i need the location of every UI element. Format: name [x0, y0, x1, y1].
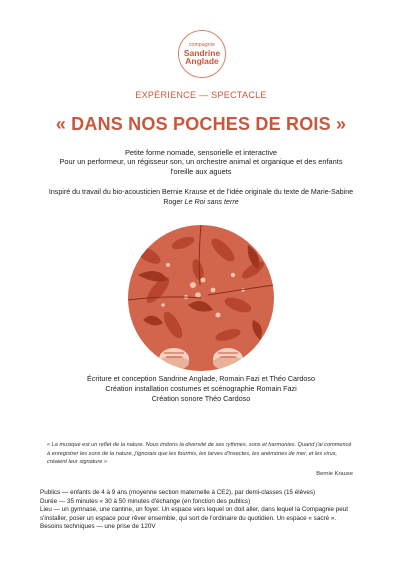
info-line: Lieu — un gymnase, une cantine, un foyer. Un espace vers lequel on doit aller, dans lequel la Compagnie peut s'installer, poser un espace pour rêver ensemble, qui sort de l'ordinaire du quotidien. Un espace « sacré ». — [40, 506, 349, 522]
nature-illustration — [128, 225, 274, 371]
info-line: Durée — 35 minutes « 30 à 50 minutes d'échange (en fonction des publics) — [40, 497, 251, 505]
credits — [40, 374, 362, 405]
quote-author: Bernie Krause — [316, 471, 353, 477]
practical-info — [40, 489, 362, 532]
logo-line-3: Anglade — [185, 56, 219, 66]
logo-line-2: Sandrine — [183, 47, 221, 58]
quote-text: « La musique est un reflet de la nature. Nous imitons la diversité de ses rythmes, sons et harmonies. Quand j'ai commencé à enregistrer les sons de la nature, j'ignorais que les fourmis, les larves d'insectes, les anémones de mer, et les virus, créaient leur signature » — [47, 442, 352, 466]
description-line: Petite forme nomade, sensorielle et interactive — [125, 148, 277, 157]
circular-photo — [128, 225, 274, 371]
description-line: l'oreille aux aguets — [170, 166, 232, 176]
category-label: EXPÉRIENCE — SPECTACLE — [135, 90, 267, 100]
logo-line-1: compagnie — [188, 41, 216, 48]
credit-line: Écriture et conception Sandrine Anglade, Romain Fazi et Théo Cardoso — [86, 374, 315, 383]
page-title: « DANS NOS POCHES DE ROIS » — [55, 114, 347, 134]
description — [40, 148, 362, 176]
credit-line: Création installation costumes et scénographie Romain Fazi — [105, 384, 297, 394]
inspiration-note — [40, 188, 362, 207]
info-line: Publics — enfants de 4 à 9 ans (moyenne section maternelle à CE2), par demi-classes (15 élèves) — [40, 489, 316, 496]
inspiration-text: Inspiré du travail du bio-acousticien Bernie Krause et de l'idée originale du texte de Marie-Sabine Roger — [48, 188, 354, 206]
info-line: Besoins techniques — une prise de 120V — [40, 523, 156, 531]
credit-line: Création sonore Théo Cardoso — [151, 394, 251, 404]
book-title: Le Roi sans terre — [184, 197, 239, 206]
company-logo — [178, 30, 226, 78]
description-line: Pour un performeur, un régisseur son, un orchestre animal et organique et des enfants — [59, 157, 343, 167]
